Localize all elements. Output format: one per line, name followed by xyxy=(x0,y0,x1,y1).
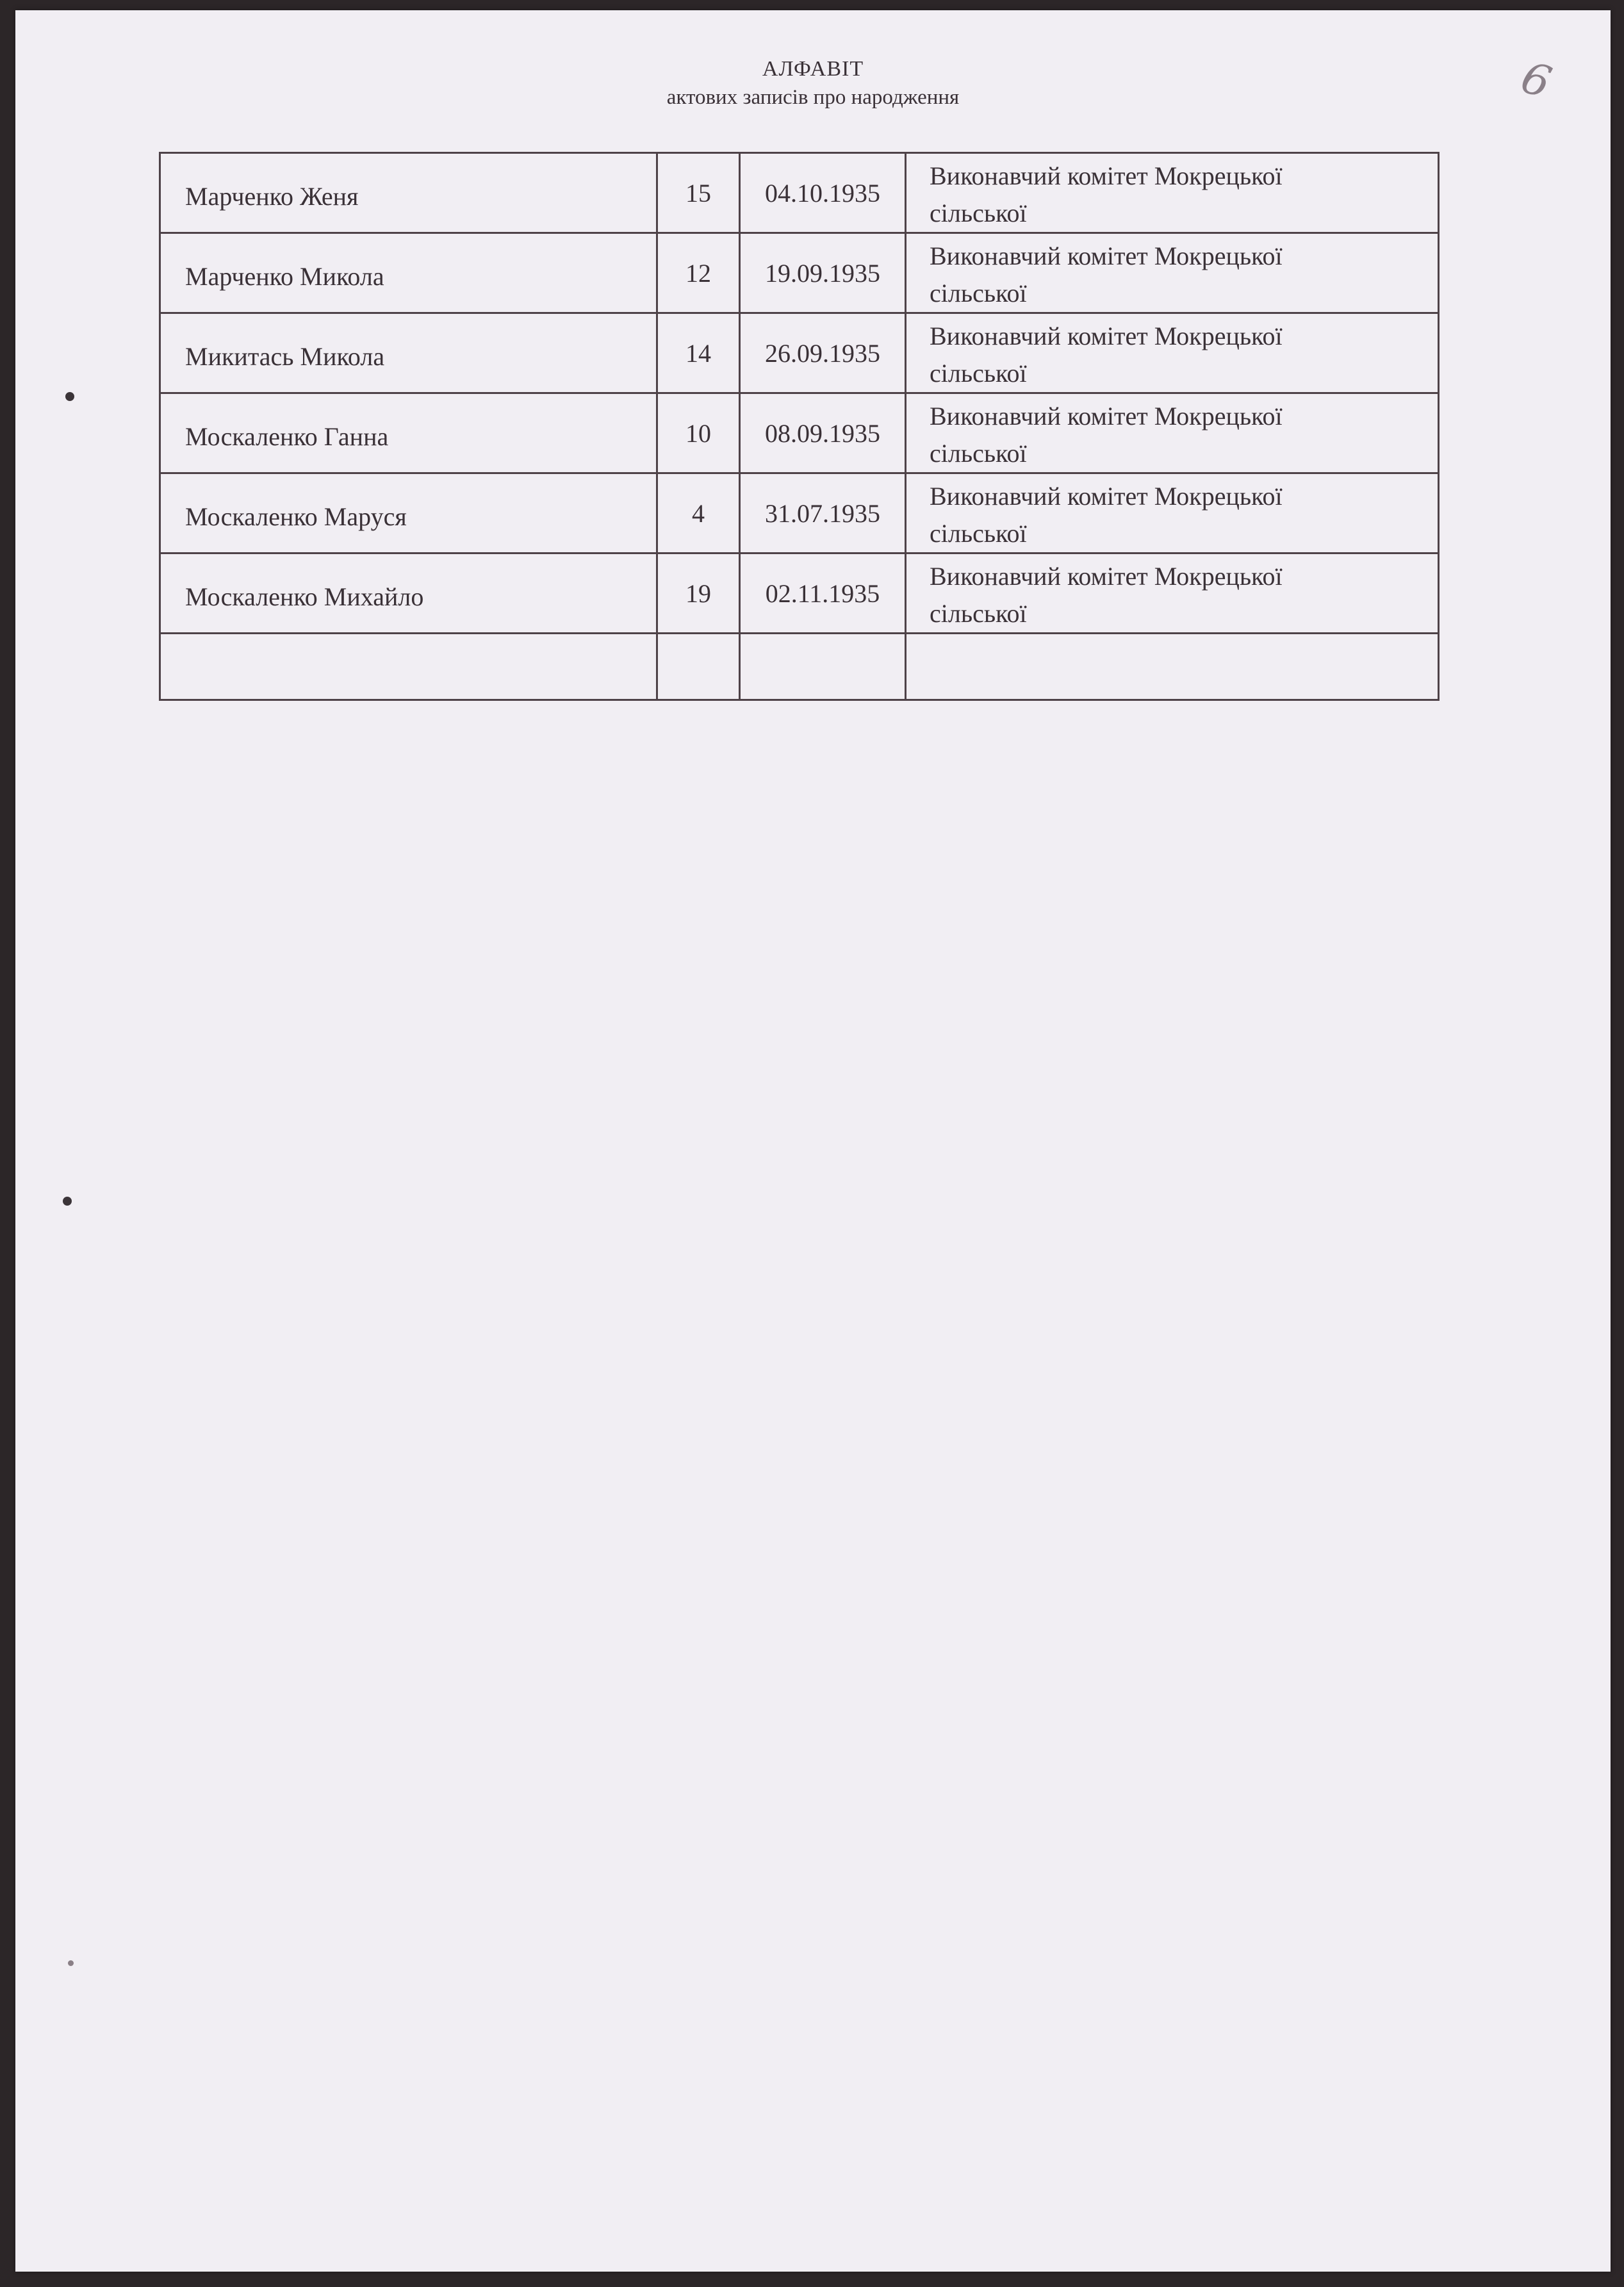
record-date-cell: 04.10.1935 xyxy=(740,153,906,233)
record-date-cell: 08.09.1935 xyxy=(740,393,906,473)
document-subtitle: актових записів про народження xyxy=(666,86,960,109)
organization-line: сільської xyxy=(930,359,1027,388)
record-organization-cell xyxy=(906,313,1439,393)
record-organization-cell xyxy=(906,393,1439,473)
record-name-cell: Марченко Микола xyxy=(160,233,657,313)
record-date-cell: 26.09.1935 xyxy=(740,313,906,393)
organization-line: Виконавчий комітет Мокрецької xyxy=(930,562,1283,591)
organization-line: Виконавчий комітет Мокрецької xyxy=(930,402,1283,430)
punch-hole-mark xyxy=(63,1197,72,1206)
record-date-cell xyxy=(740,634,906,700)
organization-line: Виконавчий комітет Мокрецької xyxy=(930,242,1283,270)
record-organization-cell xyxy=(906,153,1439,233)
table-row xyxy=(160,553,1439,634)
organization-line: сільської xyxy=(930,599,1027,628)
record-number-cell xyxy=(657,634,740,700)
record-organization-cell xyxy=(906,553,1439,634)
punch-hole-mark xyxy=(68,1960,74,1966)
record-date-cell: 02.11.1935 xyxy=(740,553,906,634)
handwritten-page-number: 6 xyxy=(1514,52,1557,109)
record-name-cell: Марченко Женя xyxy=(160,153,657,233)
document-heading xyxy=(15,55,1611,111)
record-name-cell: Москаленко Ганна xyxy=(160,393,657,473)
birth-records-table xyxy=(159,152,1439,701)
table-row xyxy=(160,473,1439,553)
record-name-cell: Москаленко Михайло xyxy=(160,553,657,634)
record-number-cell: 12 xyxy=(657,233,740,313)
table-row xyxy=(160,313,1439,393)
record-number-cell: 4 xyxy=(657,473,740,553)
organization-line: сільської xyxy=(930,199,1027,227)
record-number-cell: 10 xyxy=(657,393,740,473)
table-row xyxy=(160,634,1439,700)
record-name-cell: Микитась Микола xyxy=(160,313,657,393)
organization-line: сільської xyxy=(930,279,1027,307)
record-number-cell: 19 xyxy=(657,553,740,634)
record-number-cell: 14 xyxy=(657,313,740,393)
organization-line: сільської xyxy=(930,439,1027,468)
table-row xyxy=(160,233,1439,313)
organization-line: Виконавчий комітет Мокрецької xyxy=(930,161,1283,190)
organization-line: сільської xyxy=(930,519,1027,548)
record-date-cell: 31.07.1935 xyxy=(740,473,906,553)
table-row xyxy=(160,393,1439,473)
record-organization-cell xyxy=(906,473,1439,553)
organization-line: Виконавчий комітет Мокрецької xyxy=(930,482,1283,511)
document-title: АЛФАВІТ xyxy=(762,57,864,81)
record-organization-cell xyxy=(906,634,1439,700)
table-row xyxy=(160,153,1439,233)
record-number-cell: 15 xyxy=(657,153,740,233)
record-organization-cell xyxy=(906,233,1439,313)
record-name-cell xyxy=(160,634,657,700)
record-date-cell: 19.09.1935 xyxy=(740,233,906,313)
punch-hole-mark xyxy=(65,392,74,401)
record-name-cell: Москаленко Маруся xyxy=(160,473,657,553)
organization-line: Виконавчий комітет Мокрецької xyxy=(930,322,1283,350)
